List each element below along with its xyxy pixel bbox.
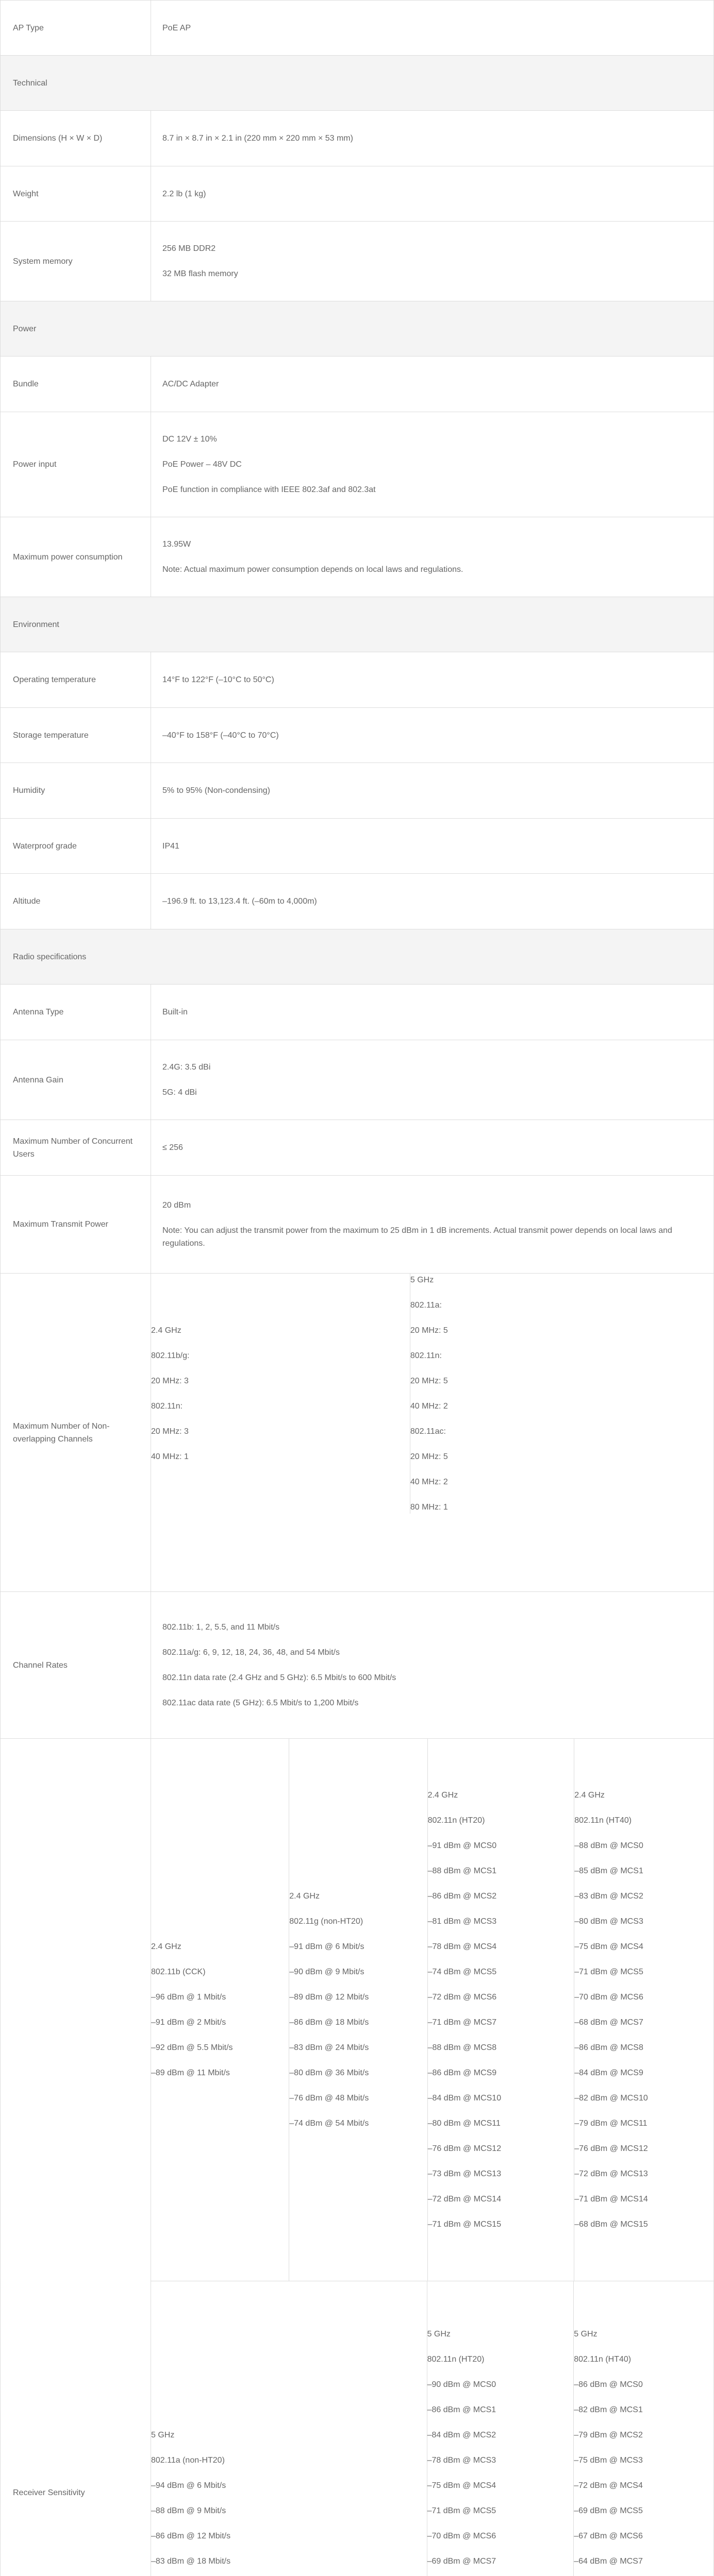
spec-row-power-input bbox=[1, 412, 714, 517]
spec-row-weight bbox=[1, 166, 714, 222]
row-label: Operating temperature bbox=[1, 652, 151, 708]
value-line: –84 dBm @ MCS10 bbox=[427, 2094, 502, 2103]
row-label: Maximum power consumption bbox=[1, 517, 151, 597]
value-line: –86 dBm @ 12 Mbit/s bbox=[151, 2532, 231, 2540]
row-label: Dimensions (H × W × D) bbox=[1, 111, 151, 166]
spec-row-altitude bbox=[1, 874, 714, 929]
value-line: –83 dBm @ 18 Mbit/s bbox=[151, 2557, 231, 2566]
value-line: –86 dBm @ MCS1 bbox=[427, 2405, 496, 2414]
value-line: –71 dBm @ MCS14 bbox=[574, 2195, 648, 2204]
value-line: 802.11a: bbox=[410, 1301, 442, 1310]
section-title: Power bbox=[1, 301, 714, 357]
value-line: 802.11n: bbox=[410, 1351, 442, 1360]
sensitivity-col-5g-ht40 bbox=[574, 2281, 713, 2576]
value-line: 20 MHz: 5 bbox=[410, 1326, 448, 1335]
value-line: –71 dBm @ MCS7 bbox=[427, 2018, 497, 2027]
spec-row-storage-temp bbox=[1, 708, 714, 763]
value-line: –80 dBm @ MCS3 bbox=[574, 1917, 643, 1926]
value-line: –78 dBm @ MCS3 bbox=[427, 2456, 496, 2465]
value-line: 802.11n (HT20) bbox=[427, 1816, 485, 1825]
spec-row-channel-rates bbox=[1, 1592, 714, 1739]
value-line: –70 dBm @ MCS6 bbox=[427, 2532, 496, 2540]
row-label: Altitude bbox=[1, 874, 151, 929]
row-value bbox=[151, 1592, 714, 1739]
value-line: –91 dBm @ 2 Mbit/s bbox=[151, 2018, 226, 2027]
row-value: PoE AP bbox=[151, 1, 714, 56]
spec-row-antenna-type bbox=[1, 985, 714, 1040]
value-line: –81 dBm @ MCS3 bbox=[427, 1917, 497, 1926]
row-label: Weight bbox=[1, 166, 151, 222]
value-line: –82 dBm @ MCS10 bbox=[574, 2094, 648, 2103]
value-line: –94 dBm @ 6 Mbit/s bbox=[151, 2481, 226, 2490]
value-line: 802.11n (HT20) bbox=[427, 2355, 485, 2364]
spec-row-max-power bbox=[1, 517, 714, 597]
row-label: Power input bbox=[1, 412, 151, 517]
spec-row-ap-type bbox=[1, 1, 714, 56]
row-label: Waterproof grade bbox=[1, 819, 151, 874]
value-line: –85 dBm @ MCS1 bbox=[574, 1867, 643, 1875]
value-line: –80 dBm @ MCS11 bbox=[427, 2119, 501, 2128]
spec-row-waterproof bbox=[1, 819, 714, 874]
spec-row-concurrent-users bbox=[1, 1120, 714, 1176]
spec-row-dimensions bbox=[1, 111, 714, 166]
value-line: 2.4 GHz bbox=[151, 1942, 181, 1951]
value-line: –75 dBm @ MCS4 bbox=[427, 2481, 496, 2490]
row-value: –196.9 ft. to 13,123.4 ft. (–60m to 4,000m) bbox=[151, 874, 714, 929]
value-line: 802.11n (HT40) bbox=[574, 2355, 632, 2364]
value-line: –83 dBm @ MCS2 bbox=[574, 1892, 643, 1901]
row-label: Channel Rates bbox=[1, 1592, 151, 1739]
row-value bbox=[151, 1040, 714, 1120]
section-title: Technical bbox=[1, 56, 714, 111]
section-environment bbox=[1, 597, 714, 652]
row-value: 8.7 in × 8.7 in × 2.1 in (220 mm × 220 mm × 53 mm) bbox=[151, 111, 714, 166]
value-line: 2.4 GHz bbox=[574, 1791, 605, 1800]
spec-row-humidity bbox=[1, 763, 714, 819]
value-line: 802.11g (non-HT20) bbox=[289, 1917, 363, 1926]
value-line: 802.11n data rate (2.4 GHz and 5 GHz): 6.5 Mbit/s to 600 Mbit/s bbox=[162, 1673, 396, 1682]
value-line: –74 dBm @ MCS5 bbox=[427, 1968, 497, 1976]
channels-5g-column bbox=[410, 1274, 713, 1514]
value-line: 5 GHz bbox=[574, 2330, 597, 2338]
sensitivity-col-5g-ht20 bbox=[427, 2281, 574, 2576]
value-line: –76 dBm @ 48 Mbit/s bbox=[289, 2094, 369, 2103]
value-line: 20 MHz: 5 bbox=[410, 1377, 448, 1385]
value-line: –79 dBm @ MCS11 bbox=[574, 2119, 647, 2128]
value-line: 256 MB DDR2 bbox=[162, 244, 216, 253]
value-line: –92 dBm @ 5.5 Mbit/s bbox=[151, 2043, 233, 2052]
row-value bbox=[151, 1176, 714, 1274]
spec-row-memory bbox=[1, 222, 714, 301]
value-line: 5 GHz bbox=[151, 2431, 175, 2439]
row-value: ≤ 256 bbox=[151, 1120, 714, 1176]
value-line: –76 dBm @ MCS12 bbox=[427, 2144, 502, 2153]
row-label: Receiver Sensitivity bbox=[1, 1739, 151, 2576]
section-title: Environment bbox=[1, 597, 714, 652]
value-line: –86 dBm @ MCS0 bbox=[574, 2380, 643, 2389]
sensitivity-group-5g-n bbox=[151, 2281, 713, 2576]
value-line: 2.4 GHz bbox=[151, 1326, 181, 1335]
row-value: 2.2 lb (1 kg) bbox=[151, 166, 714, 222]
value-line: –76 dBm @ MCS12 bbox=[574, 2144, 648, 2153]
value-line: 20 dBm bbox=[162, 1201, 191, 1210]
channels-2g-column bbox=[151, 1274, 410, 1514]
value-line: 802.11ac: bbox=[410, 1427, 446, 1436]
row-label: Antenna Gain bbox=[1, 1040, 151, 1120]
value-line: –84 dBm @ MCS9 bbox=[574, 2069, 643, 2077]
spec-row-transmit-power bbox=[1, 1176, 714, 1274]
row-label: System memory bbox=[1, 222, 151, 301]
value-line: –80 dBm @ 36 Mbit/s bbox=[289, 2069, 369, 2077]
value-line: –72 dBm @ MCS4 bbox=[574, 2481, 643, 2490]
section-radio bbox=[1, 929, 714, 985]
value-line: –84 dBm @ MCS2 bbox=[427, 2431, 496, 2439]
value-line: –64 dBm @ MCS7 bbox=[574, 2557, 643, 2566]
sensitivity-group-2g bbox=[151, 1739, 713, 2281]
value-line: 802.11ac data rate (5 GHz): 6.5 Mbit/s to 1,200 Mbit/s bbox=[162, 1699, 359, 1707]
value-line: –88 dBm @ MCS0 bbox=[574, 1841, 643, 1850]
section-title: Radio specifications bbox=[1, 929, 714, 985]
value-line: 40 MHz: 2 bbox=[410, 1402, 448, 1411]
value-line: PoE function in compliance with IEEE 802.3af and 802.3at bbox=[162, 485, 376, 494]
row-label: Maximum Number of Concurrent Users bbox=[1, 1120, 151, 1176]
value-line: –74 dBm @ 54 Mbit/s bbox=[289, 2119, 369, 2128]
value-line: 20 MHz: 3 bbox=[151, 1427, 189, 1436]
value-line: –68 dBm @ MCS15 bbox=[574, 2220, 648, 2229]
row-label: Antenna Type bbox=[1, 985, 151, 1040]
value-line: 20 MHz: 5 bbox=[410, 1452, 448, 1461]
section-power bbox=[1, 301, 714, 357]
value-line: –68 dBm @ MCS7 bbox=[574, 2018, 643, 2027]
value-line: –89 dBm @ 12 Mbit/s bbox=[289, 1993, 369, 2002]
value-line: Note: You can adjust the transmit power from the maximum to 25 dBm in 1 dB increments. Actual transmit power depends on local laws and regulations. bbox=[162, 1226, 672, 1248]
value-line: –82 dBm @ MCS1 bbox=[574, 2405, 643, 2414]
value-line: –70 dBm @ MCS6 bbox=[574, 1993, 643, 2002]
value-line: 2.4 GHz bbox=[289, 1892, 320, 1901]
value-line: –96 dBm @ 1 Mbit/s bbox=[151, 1993, 226, 2002]
value-line: 5G: 4 dBi bbox=[162, 1088, 197, 1097]
row-label: AP Type bbox=[1, 1, 151, 56]
value-line: 802.11b: 1, 2, 5.5, and 11 Mbit/s bbox=[162, 1623, 280, 1632]
row-value: 14°F to 122°F (–10°C to 50°C) bbox=[151, 652, 714, 708]
value-line: –91 dBm @ MCS0 bbox=[427, 1841, 497, 1850]
value-line: –91 dBm @ 6 Mbit/s bbox=[289, 1942, 364, 1951]
row-label: Maximum Transmit Power bbox=[1, 1176, 151, 1274]
value-line: 2.4G: 3.5 dBi bbox=[162, 1063, 211, 1072]
row-label: Bundle bbox=[1, 357, 151, 412]
value-line: –90 dBm @ 9 Mbit/s bbox=[289, 1968, 364, 1976]
value-line: –88 dBm @ MCS1 bbox=[427, 1867, 497, 1875]
row-value: –40°F to 158°F (–40°C to 70°C) bbox=[151, 708, 714, 763]
value-line: 13.95W bbox=[162, 540, 191, 549]
value-line: –71 dBm @ MCS15 bbox=[427, 2220, 502, 2229]
value-line: –90 dBm @ MCS0 bbox=[427, 2380, 496, 2389]
row-value bbox=[151, 1274, 714, 1592]
value-line: –86 dBm @ MCS9 bbox=[427, 2069, 497, 2077]
value-line: –72 dBm @ MCS6 bbox=[427, 1993, 497, 2002]
value-line: 802.11b (CCK) bbox=[151, 1968, 206, 1976]
spec-row-channels bbox=[1, 1274, 714, 1592]
value-line: 802.11b/g: bbox=[151, 1351, 190, 1360]
row-value: IP41 bbox=[151, 819, 714, 874]
row-label: Maximum Number of Non-overlapping Channels bbox=[1, 1274, 151, 1592]
value-line: 32 MB flash memory bbox=[162, 269, 238, 278]
value-line: –86 dBm @ MCS8 bbox=[574, 2043, 643, 2052]
sensitivity-col-11g bbox=[289, 1739, 427, 2281]
row-value bbox=[151, 1739, 714, 2576]
value-line: 2.4 GHz bbox=[427, 1791, 458, 1800]
value-line: –86 dBm @ MCS2 bbox=[427, 1892, 497, 1901]
row-label: Storage temperature bbox=[1, 708, 151, 763]
sensitivity-col-11b bbox=[151, 1739, 289, 2281]
value-line: –72 dBm @ MCS13 bbox=[574, 2170, 648, 2178]
value-line: –75 dBm @ MCS3 bbox=[574, 2456, 643, 2465]
value-line: –89 dBm @ 11 Mbit/s bbox=[151, 2069, 230, 2077]
value-line: –88 dBm @ MCS8 bbox=[427, 2043, 497, 2052]
channels-grid bbox=[151, 1274, 713, 1514]
row-value bbox=[151, 412, 714, 517]
row-value bbox=[151, 222, 714, 301]
sensitivity-col-11n-ht40 bbox=[574, 1739, 713, 2281]
row-value: 5% to 95% (Non-condensing) bbox=[151, 763, 714, 819]
spec-row-antenna-gain bbox=[1, 1040, 714, 1120]
value-line: –88 dBm @ 9 Mbit/s bbox=[151, 2506, 226, 2515]
value-line: 40 MHz: 1 bbox=[151, 1452, 189, 1461]
value-line: –71 dBm @ MCS5 bbox=[427, 2506, 496, 2515]
value-line: –83 dBm @ 24 Mbit/s bbox=[289, 2043, 369, 2052]
row-value bbox=[151, 517, 714, 597]
value-line: 20 MHz: 3 bbox=[151, 1377, 189, 1385]
value-line: DC 12V ± 10% bbox=[162, 435, 217, 444]
value-line: 802.11a/g: 6, 9, 12, 18, 24, 36, 48, and 54 Mbit/s bbox=[162, 1648, 340, 1657]
value-line: 802.11n (HT40) bbox=[574, 1816, 632, 1825]
value-line: –86 dBm @ 18 Mbit/s bbox=[289, 2018, 369, 2027]
value-line: PoE Power – 48V DC bbox=[162, 460, 242, 469]
spec-row-bundle bbox=[1, 357, 714, 412]
value-line: 802.11n: bbox=[151, 1402, 183, 1411]
row-value: Built-in bbox=[151, 985, 714, 1040]
value-line: –72 dBm @ MCS14 bbox=[427, 2195, 502, 2204]
value-line: –69 dBm @ MCS5 bbox=[574, 2506, 643, 2515]
value-line: –67 dBm @ MCS6 bbox=[574, 2532, 643, 2540]
value-line: 5 GHz bbox=[427, 2330, 451, 2338]
spec-row-operating-temp bbox=[1, 652, 714, 708]
value-line: 802.11a (non-HT20) bbox=[151, 2456, 225, 2465]
value-line: –79 dBm @ MCS2 bbox=[574, 2431, 643, 2439]
spec-row-receiver-sensitivity bbox=[1, 1739, 714, 2576]
value-line: 5 GHz bbox=[410, 1276, 434, 1284]
value-line: 40 MHz: 2 bbox=[410, 1478, 448, 1486]
sensitivity-col-11n-ht20 bbox=[427, 1739, 574, 2281]
value-line: 80 MHz: 1 bbox=[410, 1503, 448, 1512]
value-line: –78 dBm @ MCS4 bbox=[427, 1942, 497, 1951]
value-line: Note: Actual maximum power consumption depends on local laws and regulations. bbox=[162, 565, 463, 574]
sensitivity-col-11a bbox=[151, 2281, 427, 2576]
value-line: –73 dBm @ MCS13 bbox=[427, 2170, 502, 2178]
row-value: AC/DC Adapter bbox=[151, 357, 714, 412]
value-line: –75 dBm @ MCS4 bbox=[574, 1942, 643, 1951]
value-line: –69 dBm @ MCS7 bbox=[427, 2557, 496, 2566]
row-label: Humidity bbox=[1, 763, 151, 819]
value-line: –71 dBm @ MCS5 bbox=[574, 1968, 643, 1976]
section-technical bbox=[1, 56, 714, 111]
